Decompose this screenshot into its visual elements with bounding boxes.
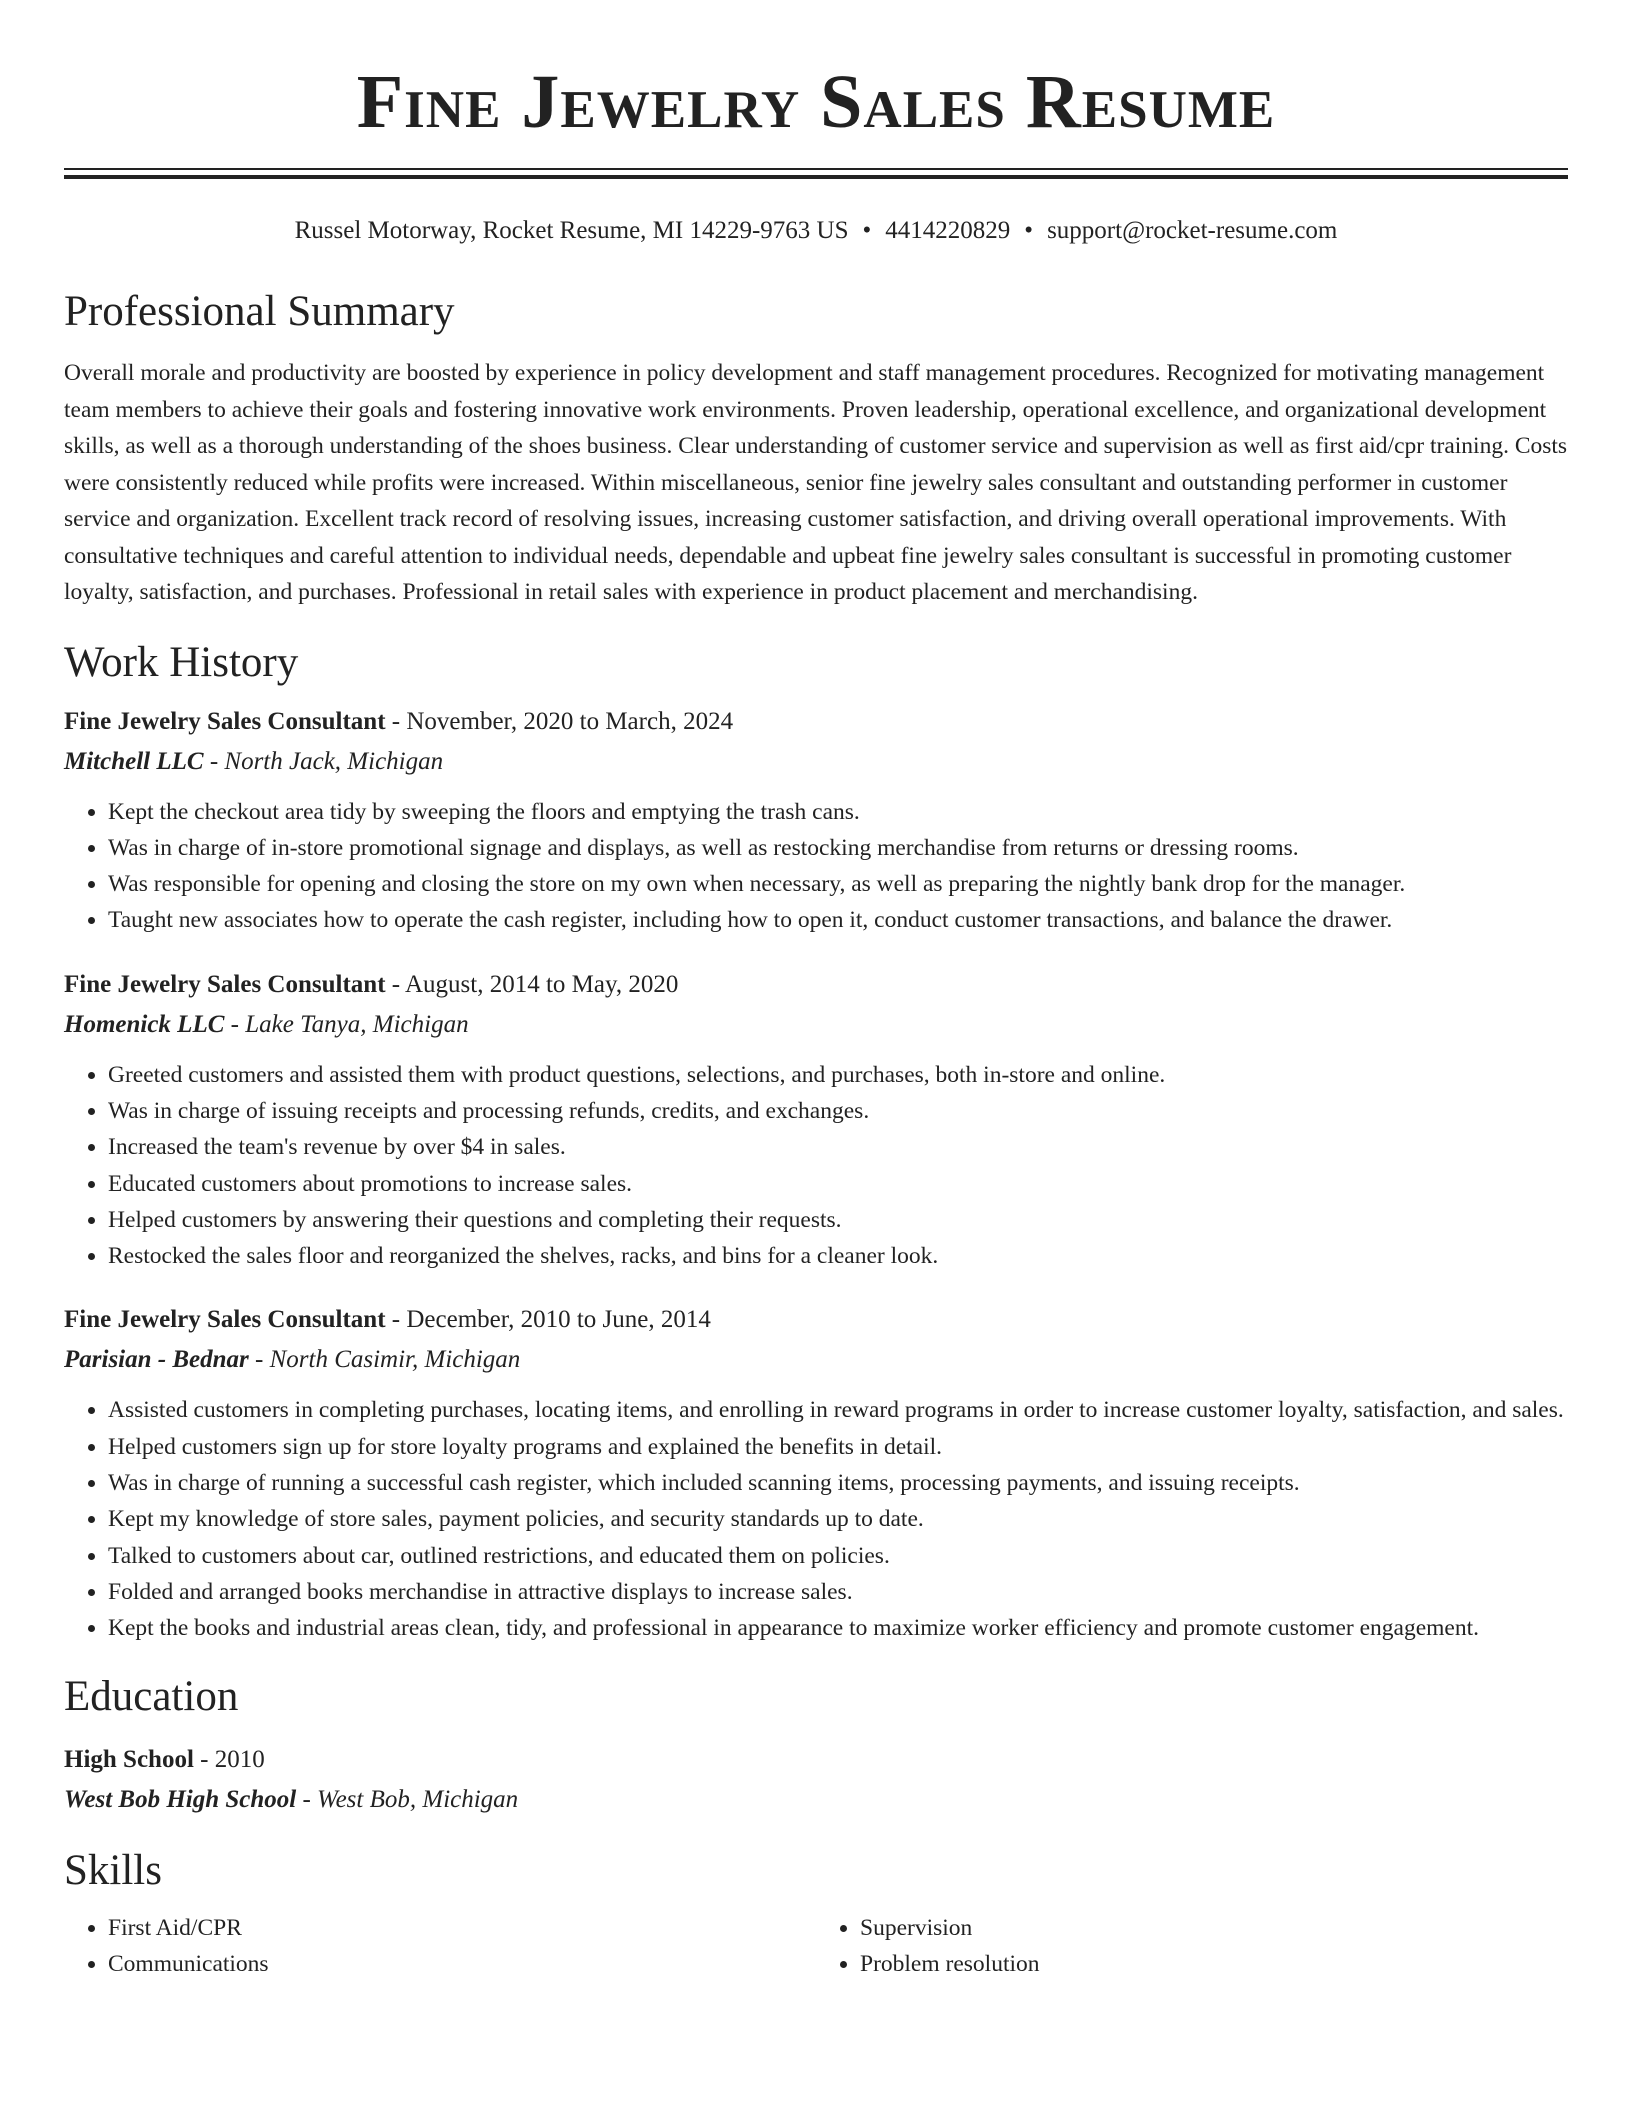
list-item: • Kept the books and industrial areas clean, tidy, and professional in appearance to maximize worker efficiency and promote customer engagement.: [108, 1610, 1568, 1646]
job-duties-list: [64, 1392, 1568, 1646]
skills-heading: Skills: [64, 1846, 162, 1894]
skill-item: • Communications: [108, 1946, 816, 1982]
summary-heading: Professional Summary: [64, 288, 455, 335]
skill-item: • Problem resolution: [860, 1946, 1568, 1982]
job-dates: - November, 2020 to March, 2024: [385, 707, 734, 735]
job-dates: - August, 2014 to May, 2020: [385, 970, 679, 998]
skill-item: • Supervision: [860, 1910, 1568, 1946]
job-duties-list: [64, 1057, 1568, 1275]
job-company-line: [64, 742, 1568, 782]
skills-grid: [64, 1910, 1568, 1983]
resume-title: Fine Jewelry Sales Resume: [356, 60, 1276, 144]
job-title-line: [64, 702, 1568, 742]
job-company: Homenick LLC: [64, 1010, 225, 1038]
skills-column-right: [816, 1910, 1568, 1983]
title-divider: [64, 168, 1568, 179]
contact-separator: •: [1024, 217, 1034, 244]
job-role: Fine Jewelry Sales Consultant: [64, 1306, 386, 1334]
list-item: • Was responsible for opening and closing the store on my own when necessary, as well as preparing the nightly bank drop for the manager.: [108, 866, 1568, 902]
education-year: - 2010: [193, 1745, 265, 1773]
list-item: • Was in charge of issuing receipts and processing refunds, credits, and exchanges.: [108, 1093, 1568, 1129]
education-entry: [64, 1740, 1568, 1820]
list-item: • Educated customers about promotions to increase sales.: [108, 1166, 1568, 1202]
list-item: • Folded and arranged books merchandise in attractive displays to increase sales.: [108, 1574, 1568, 1610]
list-item: • Kept the checkout area tidy by sweeping the floors and emptying the trash cans.: [108, 794, 1568, 830]
education-degree: High School: [64, 1745, 194, 1773]
job-role: Fine Jewelry Sales Consultant: [64, 707, 386, 735]
job-duties-list: [64, 794, 1568, 939]
list-item: • Restocked the sales floor and reorganized the shelves, racks, and bins for a cleaner look.: [108, 1238, 1568, 1274]
skill-item: • First Aid/CPR: [108, 1910, 816, 1946]
list-item: • Kept my knowledge of store sales, payment policies, and security standards up to date.: [108, 1501, 1568, 1537]
job-location: - Lake Tanya, Michigan: [224, 1010, 469, 1038]
contact-separator: •: [862, 217, 872, 244]
education-degree-line: [64, 1740, 1568, 1780]
list-item: • Increased the team's revenue by over $4 in sales.: [108, 1129, 1568, 1165]
job-entry: [64, 1300, 1568, 1646]
list-item: • Was in charge of running a successful cash register, which included scanning items, processing payments, and issuing receipts.: [108, 1465, 1568, 1501]
list-item: • Taught new associates how to operate the cash register, including how to open it, conduct customer transactions, and balance the drawer.: [108, 902, 1568, 938]
list-item: • Talked to customers about car, outlined restrictions, and educated them on policies.: [108, 1538, 1568, 1574]
contact-phone: 4414220829: [885, 217, 1011, 244]
contact-line: [64, 215, 1568, 247]
list-item: • Greeted customers and assisted them with product questions, selections, and purchases, both in-store and online.: [108, 1057, 1568, 1093]
job-company-line: [64, 1340, 1568, 1380]
job-title-line: [64, 1300, 1568, 1340]
education-school: West Bob High School: [64, 1785, 297, 1813]
list-item: • Helped customers by answering their questions and completing their requests.: [108, 1202, 1568, 1238]
job-company: Mitchell LLC: [64, 747, 204, 775]
job-entry: [64, 965, 1568, 1275]
education-heading: Education: [64, 1672, 239, 1720]
job-dates: - December, 2010 to June, 2014: [385, 1306, 711, 1334]
list-item: • Was in charge of in-store promotional signage and displays, as well as restocking merchandise from returns or dressing rooms.: [108, 830, 1568, 866]
summary-text: Overall morale and productivity are boosted by experience in policy development and staff management procedures. Recognized for motivating management team members to achieve their goals and fostering innovative work environments. Proven leadership, operational excellence, and organizational development skills, as well as a thorough understanding of the shoes business. Clear understanding of customer service and supervision as well as first aid/cpr training. Costs were consistently reduced while profits were increased. Within miscellaneous, senior fine jewelry sales consultant and outstanding performer in customer service and organization. Excellent track record of resolving issues, increasing customer satisfaction, and driving overall operational improvements. With consultative techniques and careful attention to individual needs, dependable and upbeat fine jewelry sales consultant is successful in promoting customer loyalty, satisfaction, and purchases. Professional in retail sales with experience in product placement and merchandising.: [64, 360, 1568, 605]
education-school-line: [64, 1780, 1568, 1820]
list-item: • Helped customers sign up for store loyalty programs and explained the benefits in detail.: [108, 1429, 1568, 1465]
job-title-line: [64, 965, 1568, 1005]
contact-address: Russel Motorway, Rocket Resume, MI 14229-9763 US: [294, 217, 849, 244]
job-company: Parisian - Bednar: [64, 1346, 249, 1374]
job-location: - North Casimir, Michigan: [248, 1346, 521, 1374]
job-company-line: [64, 1005, 1568, 1045]
work-history-heading: Work History: [64, 638, 299, 686]
education-location: - West Bob, Michigan: [296, 1785, 519, 1813]
contact-email: support@rocket-resume.com: [1047, 217, 1338, 244]
job-entry: [64, 702, 1568, 939]
skills-column-left: [64, 1910, 816, 1983]
job-role: Fine Jewelry Sales Consultant: [64, 970, 386, 998]
job-location: - North Jack, Michigan: [203, 747, 444, 775]
list-item: • Assisted customers in completing purchases, locating items, and enrolling in reward programs in order to increase customer loyalty, satisfaction, and sales.: [108, 1392, 1568, 1428]
